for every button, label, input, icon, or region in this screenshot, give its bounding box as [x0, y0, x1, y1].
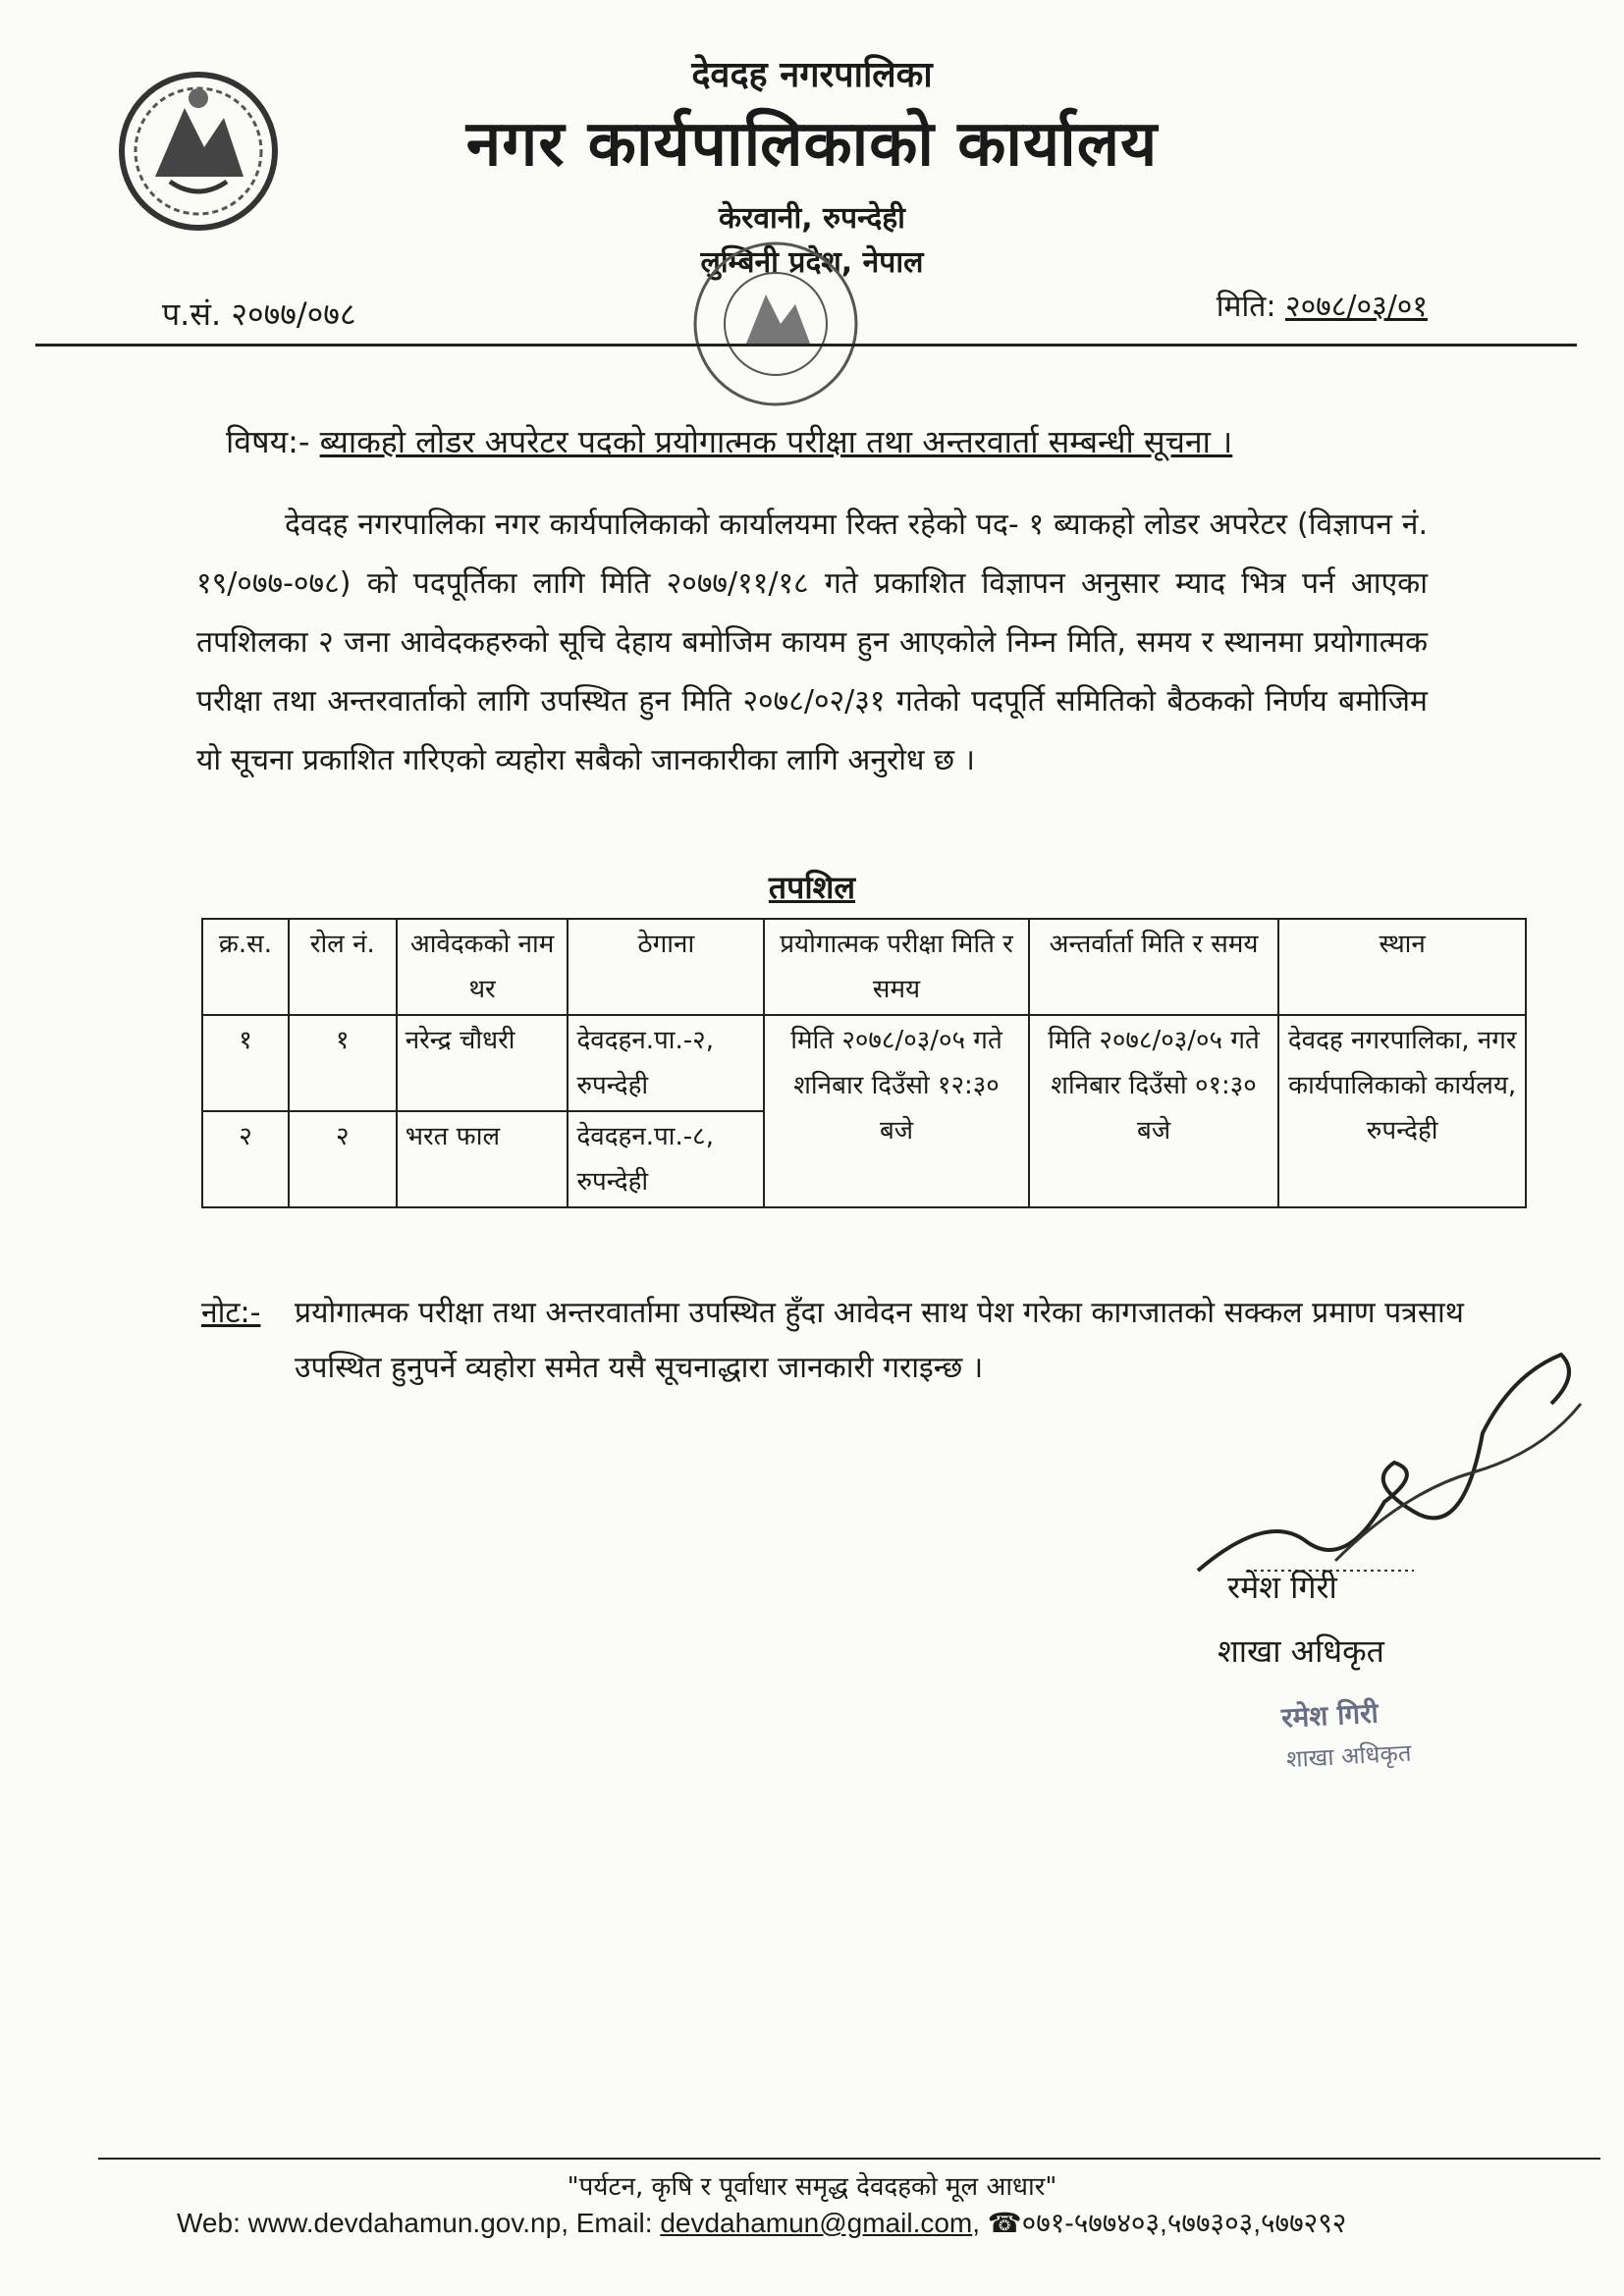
- notice-body: [196, 496, 1428, 790]
- note-text: प्रयोगात्मक परीक्षा तथा अन्तरवार्तामा उपस्थित हुँदा आवेदन साथ पेश गरेका कागजातको सक्कल प्रमाण पत्रसाथ उपस्थित हुनुपर्ने व्यहोरा समेत यसै सूचनाद्धारा जानकारी गराइन्छ ।: [295, 1296, 1464, 1385]
- note-label: नोट:-: [201, 1296, 261, 1330]
- cell-sn: १: [202, 1015, 289, 1111]
- cell-sn: २: [202, 1111, 289, 1207]
- header-divider: [35, 344, 1577, 347]
- header-name: आवेदकको नाम थर: [397, 919, 568, 1015]
- stamp-title: शाखा अधिकृत: [1285, 1738, 1413, 1774]
- cell-address: देवदहन.पा.-२, रुपन्देही: [568, 1015, 764, 1111]
- cell-interview-time: मिति २०७८/०३/०५ गते शनिबार दिउँसो ०१:३० बजे: [1029, 1015, 1279, 1207]
- footer-divider: [98, 2158, 1600, 2160]
- cell-practical-time: मिति २०७८/०३/०५ गते शनिबार दिउँसो १२:३० बजे: [764, 1015, 1028, 1207]
- stamp-name: रमेश गिरी: [1280, 1696, 1380, 1735]
- table-header-row: [202, 919, 1526, 1015]
- subject-line: [226, 420, 1232, 462]
- subject-text: ब्याकहो लोडर अपरेटर पदको प्रयोगात्मक परीक्षा तथा अन्तरवार्ता सम्बन्धी सूचना ।: [319, 423, 1233, 460]
- issue-date: [1217, 285, 1428, 325]
- cell-roll: १: [289, 1015, 397, 1111]
- footer-phone: , ☎०७१-५७७४०३,५७७३०३,५७७२९२: [972, 2208, 1347, 2238]
- table-title: तपशिल: [768, 869, 856, 906]
- header-practical: प्रयोगात्मक परीक्षा मिति र समय: [764, 919, 1028, 1015]
- header-interview: अन्तर्वार्ता मिति र समय: [1029, 919, 1279, 1015]
- table-row: [202, 1015, 1526, 1111]
- date-value: २०७८/०३/०१: [1284, 290, 1428, 324]
- cell-venue: देवदह नगरपालिका, नगर कार्यपालिकाको कार्यलय, रुपन्देही: [1278, 1015, 1526, 1207]
- signer-name: रमेश गिरी: [1227, 1569, 1337, 1606]
- date-label: मिति:: [1216, 290, 1276, 324]
- office-name: नगर कार्यपालिकाको कार्यालय: [465, 108, 1159, 181]
- office-seal-icon: [687, 236, 864, 412]
- notice-body-text: देवदह नगरपालिका नगर कार्यपालिकाको कार्यालयमा रिक्त रहेको पद- १ ब्याकहो लोडर अपरेटर (विज्ञापन नं. १९/०७७-०७८) को पदपूर्तिका लागि मिति २०७७/११/१८ गते प्रकाशित विज्ञापन अनुसार म्याद भित्र पर्न आएका तपशिलका २ जना आवेदकहरुको सूचि देहाय बमोजिम कायम हुन आएकोले निम्न मिति, समय र स्थानमा प्रयोगात्मक परीक्षा तथा अन्तरवार्ताको लागि उपस्थित हुन मिति २०७८/०२/३१ गतेको पदपूर्ति समितिको बैठकको निर्णय बमोजिम यो सूचना प्रकाशित गरिएको व्यहोरा सबैको जानकारीका लागि अनुरोध छ ।: [196, 507, 1428, 777]
- signer-title: शाखा अधिकृत: [1218, 1632, 1384, 1670]
- municipality-name: देवदह नगरपालिका: [691, 55, 933, 95]
- header-address: ठेगाना: [568, 919, 764, 1015]
- address-line-2: लुम्बिनी प्रदेश, नेपाल: [700, 245, 924, 280]
- footer-email-link[interactable]: devdahamun@gmail.com: [660, 2208, 973, 2238]
- address-line-1: केरवानी, रुपन्देही: [719, 201, 905, 236]
- subject-label: विषय:-: [226, 423, 310, 460]
- cell-name: नरेन्द्र चौधरी: [397, 1015, 568, 1111]
- cell-roll: २: [289, 1111, 397, 1207]
- cell-name: भरत फाल: [397, 1111, 568, 1207]
- cell-address: देवदहन.पा.-८, रुपन्देही: [568, 1111, 764, 1207]
- header-roll: रोल नं.: [289, 919, 397, 1015]
- reference-number: प.सं. २०७७/०७८: [162, 295, 356, 333]
- footer-contact: [177, 2204, 1346, 2241]
- header-sn: क्र.स.: [202, 919, 289, 1015]
- footer-motto: "पर्यटन, कृषि र पूर्वाधार समृद्ध देवदहको मूल आधार": [567, 2172, 1057, 2202]
- footer-web: Web: www.devdahamun.gov.np, Email:: [177, 2208, 661, 2238]
- candidate-table: [201, 918, 1527, 1208]
- header-venue: स्थान: [1278, 919, 1526, 1015]
